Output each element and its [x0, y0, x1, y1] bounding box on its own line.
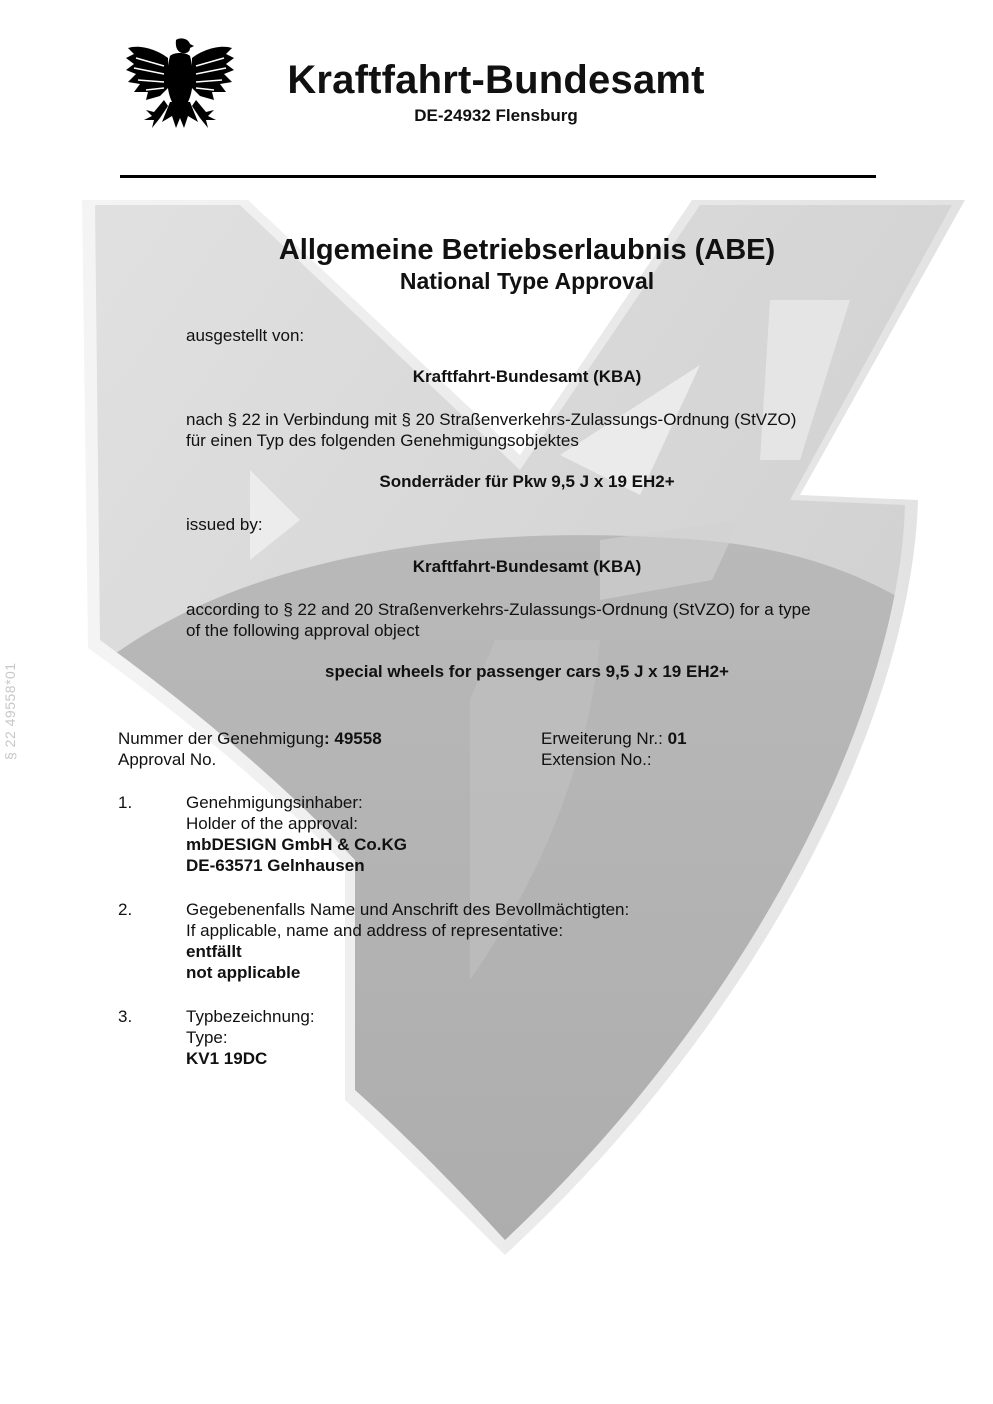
issuer-de: Kraftfahrt-Bundesamt (KBA)	[412, 367, 642, 386]
legal-basis-de-line2: für einen Typ des folgenden Genehmigungsobjektes	[186, 431, 579, 450]
issued-by-label-en: issued by:	[186, 515, 263, 534]
item-label-de: Typbezeichnung:	[186, 1007, 315, 1026]
item-value-line1: entfällt	[186, 942, 242, 961]
side-reference: § 22 49558*01	[2, 662, 18, 760]
extension-value: 01	[667, 729, 687, 748]
item-label-en: If applicable, name and address of representative:	[186, 921, 564, 940]
approval-object-de: Sonderräder für Pkw 9,5 J x 19 EH2+	[379, 472, 675, 491]
header-divider	[120, 175, 876, 178]
document-title: Allgemeine Betriebserlaubnis (ABE)	[278, 234, 776, 266]
item-number: 1.	[118, 793, 133, 812]
approval-number-row	[118, 728, 382, 749]
organization-address: DE-24932 Flensburg	[414, 106, 578, 125]
item-value-line1: mbDESIGN GmbH & Co.KG	[186, 835, 408, 854]
approval-object-en: special wheels for passenger cars 9,5 J x 19 EH2+	[325, 662, 729, 681]
organization-title: Kraftfahrt-Bundesamt	[287, 58, 705, 102]
extension-label-en: Extension No.:	[541, 750, 652, 769]
item-value-line2: DE-63571 Gelnhausen	[186, 856, 365, 875]
extension-row	[541, 728, 687, 749]
legal-basis-de-line1: nach § 22 in Verbindung mit § 20 Straßenverkehrs-Zulassungs-Ordnung (StVZO)	[186, 410, 797, 429]
item-value-line1: KV1 19DC	[186, 1049, 268, 1068]
legal-basis-en-line1: according to § 22 and 20 Straßenverkehrs-Zulassungs-Ordnung (StVZO) for a type	[186, 600, 811, 619]
list-item	[186, 792, 407, 876]
list-item	[186, 1006, 315, 1069]
item-label-en: Holder of the approval:	[186, 814, 358, 833]
legal-basis-en-line2: of the following approval object	[186, 621, 420, 640]
extension-label-de: Erweiterung Nr.:	[541, 729, 663, 748]
item-label-de: Gegebenenfalls Name und Anschrift des Bevollmächtigten:	[186, 900, 630, 919]
issued-by-label-de: ausgestellt von:	[186, 326, 305, 345]
item-value-line2: not applicable	[186, 963, 301, 982]
issuer-en: Kraftfahrt-Bundesamt (KBA)	[412, 557, 642, 576]
item-label-de: Genehmigungsinhaber:	[186, 793, 363, 812]
federal-eagle-icon	[124, 36, 236, 140]
item-number: 3.	[118, 1007, 133, 1026]
document-subtitle: National Type Approval	[399, 268, 655, 294]
approval-number-label-en: Approval No.	[118, 750, 217, 769]
item-number: 2.	[118, 900, 133, 919]
approval-number-value: 49558	[334, 729, 382, 748]
item-label-en: Type:	[186, 1028, 228, 1047]
list-item	[186, 899, 629, 983]
approval-number-colon: :	[323, 729, 330, 748]
approval-number-label-de: Nummer der Genehmigung	[118, 729, 324, 748]
